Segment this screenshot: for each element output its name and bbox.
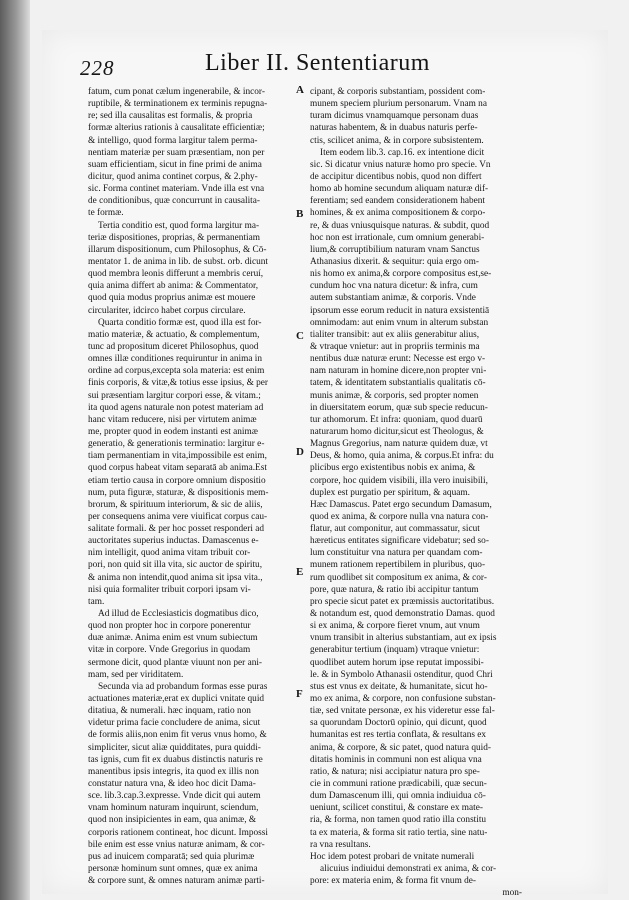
text-line: le. & in Symbolo Athanasii ostenditur, quod Chri <box>310 669 493 680</box>
text-line: corporis rationem contineat, hoc dicunt. Impossi <box>88 827 268 838</box>
text-line: quodlibet autem horum ipse reputat impossibi- <box>310 657 484 668</box>
text-line: mon- <box>502 888 522 899</box>
text-line: vitæ in corpore. Vnde Gregorius in quodam <box>88 645 251 656</box>
text-line: pore: ex materia enim, & forma fit vnum de- <box>310 876 476 887</box>
text-line: homines, & ex anima compositionem & corpo- <box>310 208 486 219</box>
margin-letter: E <box>296 566 304 578</box>
text-line: mo ex anima, & corpore, non confusione substan- <box>310 694 496 705</box>
text-line: pus ad inuicem comparatā; sed quia plurimæ <box>88 851 255 862</box>
text-line: videtur prima facie concludere de anima, sicut <box>88 718 261 729</box>
margin-letter: C <box>296 330 304 342</box>
text-line: de formis aliis,non enim fit verus vnus homo, & <box>88 730 267 741</box>
text-line: simpliciter, sicut aliæ quidditates, pura quiddi- <box>88 742 261 753</box>
margin-letter: D <box>296 446 304 458</box>
text-line: sui præsentiam largitur corpori esse, & vitam.; <box>88 390 261 401</box>
text-line: dum Damascenum illi, qui omnia indiuidua cō- <box>310 791 486 802</box>
text-line: pore, quæ natura, & ratio ibi accipitur tantum <box>310 584 479 595</box>
text-line: ta ex materia, & forma sit ratio tertia, sine natu- <box>310 827 488 838</box>
running-title: Liber II. Sententiarum <box>205 50 430 76</box>
text-line: tam. <box>88 596 105 607</box>
text-line: & notandum est, quod demonstratio Damas. quod <box>310 609 495 620</box>
text-line: quod non propter hoc in corpore ponerentur <box>88 621 251 632</box>
text-line: omnes illæ conditiones requiruntur in anima in <box>88 354 263 365</box>
text-line: bile enim est esse vnius naturæ animam, & cor- <box>88 839 265 850</box>
text-line: tiæ, sed vnitate personæ, ex his videretur esse fal- <box>310 706 495 717</box>
text-line: suam efficientiam, sicut in fine primi de anima <box>88 159 262 170</box>
text-line: circulariter, idcirco habet corpus circulare. <box>88 305 246 316</box>
text-line: cundum hoc vna natura dicetur: & infra, cum <box>310 281 478 292</box>
margin-letter: F <box>296 688 303 700</box>
book-gutter-shadow <box>0 0 30 900</box>
text-line: Hoc idem potest probari de vnitate numerali <box>310 851 475 862</box>
text-line: munis animæ, & corporis, sed propter nomen <box>310 390 479 401</box>
text-line: per consequens anima vere viuificat corpus cau- <box>88 511 268 522</box>
text-line: in diuersitatem eorum, quæ sub specie reducun- <box>310 402 488 413</box>
text-line: finis corporis, & vitæ,& totius esse ipsius, & per <box>88 378 268 389</box>
text-line: ita quod agens naturale non potest materiam ad <box>88 402 264 413</box>
page-number: 228 <box>80 56 115 80</box>
text-line: ra vna resultans. <box>310 839 371 850</box>
text-line: quod ex anima, & corpore nulla vna natura con- <box>310 511 489 522</box>
text-line: ferentiam; sed eandem considerationem habent <box>310 196 486 207</box>
text-line: constatur natura vna, & ideo hoc dicit Dama- <box>88 779 256 790</box>
text-line: ratio, & natura; nisi accipiatur natura pro spe- <box>310 766 480 777</box>
text-line: ria, & forma, non tamen quod ratio illa constitu <box>310 815 487 826</box>
text-line: nim intelligit, quod anima vitam tribuit cor- <box>88 548 251 559</box>
text-line: tialiter transibit: aut ex aliis generabitur alius, <box>310 329 480 340</box>
text-line: me, propter quod in eodem instanti est animæ <box>88 426 258 437</box>
text-line: re, & duas vniusquisque naturas. & subdit, quod <box>310 220 490 231</box>
text-line: munem rationem repertibilem in pluribus, quo- <box>310 560 486 571</box>
text-line: munem speciem plurium personarum. Vnam na <box>310 99 487 110</box>
text-line: vnum transibit in alterius substantiam, aut ex ipsis <box>310 633 497 644</box>
text-line: ueniunt, scilicet constitui, & constare ex mate- <box>310 803 483 814</box>
text-line: nis homo ex anima,& corpore compositus est,se- <box>310 269 492 280</box>
text-line: ctis, scilicet anima, & in corpore subsistentem. <box>310 135 484 146</box>
text-line: dicitur, quod anima continet corpus, & 2.phy- <box>88 171 258 182</box>
text-line: lum constituitur vna natura per quandam com- <box>310 548 483 559</box>
text-line: de accipitur dicentibus nobis, quod non differt <box>310 171 482 182</box>
text-line: num, puta figuræ, staturæ, & dispositionis mem- <box>88 487 269 498</box>
text-line: Athanasius dixerit. & sequitur: quia ergo om- <box>310 256 479 267</box>
text-line: lium,& corruptibilium naturam vnam Sanctus <box>310 244 480 255</box>
text-line: quod non insipicientes in eam, qua animæ, & <box>88 815 257 826</box>
text-line: Tertia conditio est, quod forma largitur ma- <box>98 220 260 231</box>
margin-letter: A <box>296 84 304 96</box>
text-line: quod quia modus proprius animæ est mouere <box>88 293 256 304</box>
text-line: fatum, cum ponat cælum ingenerabile, & incor- <box>88 87 265 97</box>
text-line: nentiam materiæ per suam præsentiam, non per <box>88 147 265 158</box>
text-line: mentator 1. de anima in lib. de subst. orb. dicunt <box>88 256 268 267</box>
text-line: tiam permanentiam in vita,impossibile est enim, <box>88 451 267 462</box>
text-line: brorum, & spirituum interiorum, & sic de aliis, <box>88 499 263 510</box>
text-line: Item eodem lib.3. cap.16. ex intentione dicit <box>320 147 485 158</box>
text-line: auctoritates superius inductas. Damascenus e- <box>88 536 259 547</box>
text-line: flatur, aut componitur, aut commassatur, sicut <box>310 524 480 535</box>
text-line: sic. Si dicatur vnius naturæ homo pro specie. Vn <box>310 159 491 170</box>
text-line: naturarum homo dicitur,sicut est Theologus, & <box>310 426 484 437</box>
text-line: ditatis hominis in communi non est aliqua vna <box>310 754 482 765</box>
text-line: pori, non quid sit illa vita, sic auctor de spiritu, <box>88 560 263 571</box>
text-line: Quarta conditio formæ est, quod illa est for- <box>98 317 262 328</box>
text-line: nentibus duæ naturæ erunt: Necesse est ergo v- <box>310 354 486 365</box>
text-line: generabitur tertium (inquam) vtraque vnietur: <box>310 645 480 656</box>
text-line: re; sed illa causalitas est formalis, & propria <box>88 111 253 122</box>
text-line: alicuius indiuidui demonstrati ex anima, & cor- <box>320 864 497 874</box>
text-line: mam, sed per viriditatem. <box>88 669 184 680</box>
text-line: nisi quia formaliter tribuit corpori ipsam vi- <box>88 584 251 595</box>
text-line: te formæ. <box>88 208 124 219</box>
text-line: tunc ad propositum diceret Philosophus, quod <box>88 341 259 352</box>
text-line: duplex est purgatio per spiritum, & aquam. <box>310 487 470 498</box>
text-line: omnimodam: aut enim vnum in alterum substan <box>310 317 489 328</box>
text-line: quod membra leonis differunt a membris ceruí, <box>88 269 264 280</box>
text-line: formæ alterius rationis à causalitate efficientiæ; <box>88 123 265 134</box>
text-line: rum quodlibet sit compositum ex anima, & cor- <box>310 572 487 583</box>
text-line: etiam tertio causa in corpore omnium dispositio <box>88 475 266 486</box>
text-line: actuationes materiæ,erat ex duplici vnitate quid <box>88 694 265 705</box>
text-line: humanitas est res tertia conflata, & resultans ex <box>310 730 487 741</box>
right-text-column <box>310 86 522 899</box>
text-line: tur athomorum. Et infra: quoniam, quod duarū <box>310 414 483 425</box>
text-line: generatio, & generationis terminatio: largitur e- <box>88 439 265 450</box>
text-line: & anima non intendit,quod anima sit ipsa vita., <box>88 572 263 583</box>
text-line: & corpore sunt, & omnes naturam animæ parti- <box>88 876 265 887</box>
text-line: Secunda via ad probandum formas esse puras <box>98 681 268 692</box>
text-line: & intelligo, quod forma largitur talem perma- <box>88 135 258 146</box>
text-line: de conditionibus, quæ concurrunt in causalita- <box>88 196 260 207</box>
text-line: vnam hominum naturam inquirunt, sciendum, <box>88 803 259 814</box>
text-line: ipsorum esse eorum reducit in natura exsistentiā <box>310 305 490 316</box>
text-line: homo ab homine secundum aliquam naturæ dif- <box>310 184 489 195</box>
text-line: sic. Forma continet materiam. Vnde illa est vna <box>88 184 265 195</box>
text-line: cie in communi ratione prædicabili, quæ secun- <box>310 779 487 790</box>
text-line: si ex anima, & corpore fieret vnum, aut vnum <box>310 621 480 632</box>
text-line: anima, & corpore, & sic patet, quod natura quid- <box>310 742 491 753</box>
text-line: tatem, & identitatem substantialis qualitatis cō- <box>310 378 486 389</box>
text-line: sermone dicit, quod plantæ viuunt non per ani- <box>88 657 263 668</box>
text-line: ruptibile, & terminationem ex terminis repugna- <box>88 99 268 110</box>
text-line: quod corpus habeat vitam separatā ab anima.Est <box>88 463 267 474</box>
text-line: naturas habentem, & in duabus naturis perfe- <box>310 123 478 134</box>
text-line: Deus, & homo, quia anima, & corpus.Et infra: du <box>310 451 494 462</box>
text-line: teriæ dispositiones, proprias, & permanentiam <box>88 232 260 243</box>
text-line: duæ animæ. Anima enim est vnum subiectum <box>88 633 258 644</box>
text-line: personæ hominum sunt omnes, quæ ex anima <box>88 864 258 874</box>
text-line: corpore, hoc quidem visibili, illa vero inuisibili, <box>310 475 488 486</box>
text-line: autem substantiam animæ, & corporis. Vnde <box>310 293 476 304</box>
text-line: hoc non est irrationale, cum omnium generabi- <box>310 232 485 243</box>
text-line: ordine ad corpus,excepta sola materia: est enim <box>88 366 265 377</box>
text-line: salitate formali. & per hoc posset responderi ad <box>88 524 265 535</box>
text-line: sce. lib.3.cap.3.expresse. Vnde dicit qui autem <box>88 791 261 802</box>
text-line: plicibus ergo existentibus nobis ex anima, & <box>310 463 476 474</box>
text-line: stus est vnus ex deitate, & humanitate, sicut ho- <box>310 681 488 692</box>
text-line: Ad illud de Ecclesiasticis dogmatibus dico, <box>98 609 259 620</box>
text-line: Hæc Damascus. Patet ergo secundum Damasum, <box>310 499 492 510</box>
text-line: & vtraque vnietur: aut in propriis terminis ma <box>310 341 480 352</box>
text-line: tas ignis, cum fit ex duabus distinctis naturis re <box>88 754 263 765</box>
text-line: matio materiæ, & actuatio, & complementum, <box>88 329 260 340</box>
text-line: manentibus ipsis integris, ita quod ex illis non <box>88 766 259 777</box>
text-line: quia anima differt ab anima: & Commentator, <box>88 281 259 292</box>
text-line: pro specie sicut patet ex præmissis auctoritatibus. <box>310 596 495 607</box>
text-line: cipant, & corporis substantiam, possident com- <box>310 87 486 97</box>
text-line: sa quorundam Doctorū opinio, qui dicunt, quod <box>310 718 487 729</box>
text-line: nam naturam in homine dicere,non propter vni- <box>310 366 487 377</box>
margin-letter: B <box>296 208 304 220</box>
text-line: ditatiua, & numerali. hæc inquam, ratio non <box>88 706 251 717</box>
text-line: hanc vitam reducere, nisi per virtutem animæ <box>88 414 257 425</box>
text-line: hæreticus entitates significare videbatur; sed so- <box>310 536 489 547</box>
text-line: Magnus Gregorius, nam naturæ quidem duæ, vt <box>310 439 488 450</box>
text-line: turam dicimus vnamquamque personam duas <box>310 111 479 122</box>
left-text-column <box>88 86 298 887</box>
text-line: illarum dispositionum, cum Philosophus, & Cō- <box>88 244 267 255</box>
